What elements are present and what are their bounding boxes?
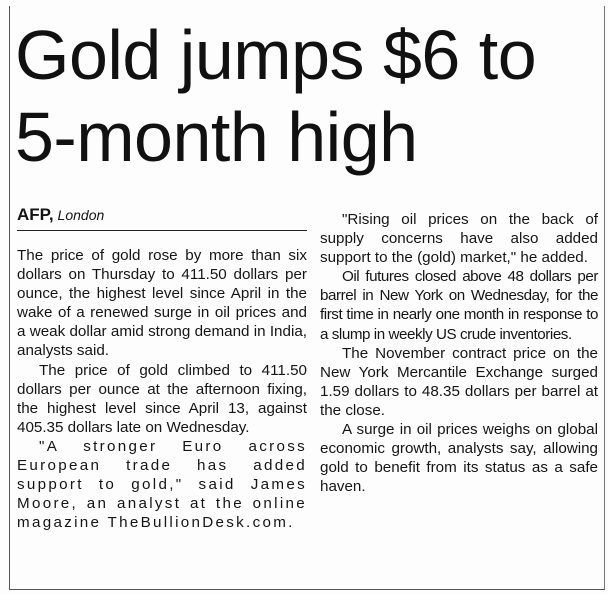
byline-separator: ,	[48, 205, 54, 224]
byline-dateline: London	[57, 207, 105, 223]
article-paragraph: A surge in oil prices weighs on global economic growth, analysts say, allowing gold to benefit from its status as a safe haven.	[320, 421, 598, 496]
headline-line-1: Gold jumps $6 to	[15, 16, 537, 94]
article-paragraph: "A stronger Euro across European trade has added support to gold," said James Moore, an analyst at the online magazine TheBullionDesk.com.	[17, 437, 307, 532]
article-column-right	[320, 210, 598, 496]
article-column-left	[17, 246, 307, 532]
article-paragraph: The price of gold rose by more than six dollars on Thursday to 411.50 dollars per ounce, the highest level since April in the wake of a renewed surge in oil prices and a weak dollar amid strong demand in India, analysts said.	[17, 247, 307, 360]
headline-line-2: 5-month high	[15, 98, 418, 176]
headline	[15, 14, 600, 178]
article-paragraph: Oil futures closed above 48 dollars per barrel in New York on Wednesday, for the first time in nearly one month in response to a slump in weekly US crude inventories.	[320, 268, 598, 343]
left-border-rule	[9, 6, 10, 590]
byline-agency: AFP	[17, 205, 49, 224]
article-paragraph: "Rising oil prices on the back of supply concerns have also added support to the (gold) market," he added.	[320, 211, 598, 267]
article-paragraph: The November contract price on the New York Mercantile Exchange surged 1.59 dollars to 48.35 dollars per barrel at the close.	[320, 344, 598, 419]
article-paragraph: The price of gold climbed to 411.50 dollars per ounce at the afternoon fixing, the highest level since April 13, against 405.35 dollars late on Wednesday.	[17, 361, 307, 436]
right-border-rule	[604, 6, 605, 590]
byline	[17, 204, 307, 231]
bottom-border-rule	[9, 589, 605, 590]
